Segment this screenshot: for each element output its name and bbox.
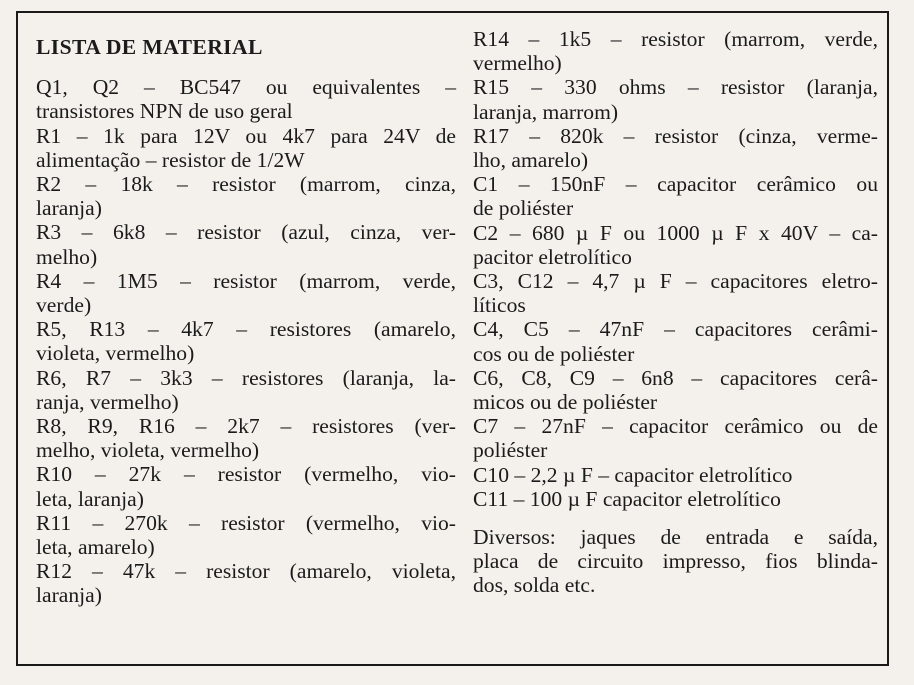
text-line: melho): [36, 244, 98, 269]
text-line: R1 – 1k para 12V ou 4k7 para 24V de: [36, 123, 456, 148]
text-line: R10 – 27k – resistor (vermelho, vio-: [36, 462, 456, 487]
text-line: Diversos: jaques de entrada e saída,: [473, 525, 878, 550]
text-line: Q1, Q2 – BC547 ou equivalentes –: [36, 75, 456, 100]
text-line: vermelho): [473, 51, 562, 76]
miscellaneous-items: [473, 525, 878, 598]
text-line: R17 – 820k – resistor (cinza, verme-: [473, 123, 878, 148]
text-line: lho, amarelo): [473, 148, 589, 173]
text-line: R5, R13 – 4k7 – resistores (amarelo,: [36, 317, 456, 342]
text-line: R15 – 330 ohms – resistor (laranja,: [473, 75, 878, 100]
text-line: R8, R9, R16 – 2k7 – resistores (ver-: [36, 414, 456, 439]
text-line: C1 – 150nF – capacitor cerâmico ou: [473, 172, 878, 197]
text-line: C3, C12 – 4,7 µ F – capacitores eletro-: [473, 269, 878, 294]
text-line: placa de circuito impresso, fios blinda-: [473, 549, 878, 574]
text-line: R3 – 6k8 – resistor (azul, cinza, ver-: [36, 220, 456, 245]
text-line: R11 – 270k – resistor (vermelho, vio-: [36, 510, 456, 535]
text-line: leta, laranja): [36, 486, 144, 511]
text-line: C7 – 27nF – capacitor cerâmico ou de: [473, 414, 878, 439]
left-items: [36, 75, 456, 607]
text-line: dos, solda etc.: [473, 573, 596, 598]
text-line: C10 – 2,2 µ F – capacitor eletrolítico: [473, 462, 793, 487]
text-line: ranja, vermelho): [36, 389, 179, 414]
text-line: R4 – 1M5 – resistor (marrom, verde,: [36, 268, 456, 293]
list-title: LISTA DE MATERIAL: [36, 35, 263, 59]
left-column: [36, 35, 456, 608]
text-line: verde): [36, 293, 92, 318]
parts-list-box: [16, 11, 889, 666]
text-line: laranja): [36, 583, 102, 608]
text-line: de poliéster: [473, 196, 574, 221]
text-line: laranja, marrom): [473, 99, 619, 124]
text-line: C2 – 680 µ F ou 1000 µ F x 40V – ca-: [473, 220, 878, 245]
text-line: R2 – 18k – resistor (marrom, cinza,: [36, 172, 456, 197]
text-line: C11 – 100 µ F capacitor eletrolítico: [473, 486, 781, 511]
text-line: alimentação – resistor de 1/2W: [36, 147, 305, 172]
text-line: melho, violeta, vermelho): [36, 438, 260, 463]
text-line: transistores NPN de uso geral: [36, 99, 293, 124]
right-column: [473, 27, 878, 598]
text-line: R12 – 47k – resistor (amarelo, violeta,: [36, 559, 456, 584]
text-line: líticos: [473, 293, 526, 318]
text-line: pacitor eletrolítico: [473, 244, 632, 269]
text-line: leta, amarelo): [36, 535, 155, 560]
text-line: C6, C8, C9 – 6n8 – capacitores cerâ-: [473, 365, 878, 390]
text-line: violeta, vermelho): [36, 341, 195, 366]
right-items: [473, 27, 878, 511]
section-gap: [473, 511, 878, 525]
text-line: laranja): [36, 196, 102, 221]
text-line: R6, R7 – 3k3 – resistores (laranja, la-: [36, 365, 456, 390]
text-line: micos ou de poliéster: [473, 390, 658, 415]
text-line: R14 – 1k5 – resistor (marrom, verde,: [473, 27, 878, 51]
text-line: poliéster: [473, 438, 548, 463]
text-line: C4, C5 – 47nF – capacitores cerâmi-: [473, 317, 878, 342]
text-line: cos ou de poliéster: [473, 341, 635, 366]
